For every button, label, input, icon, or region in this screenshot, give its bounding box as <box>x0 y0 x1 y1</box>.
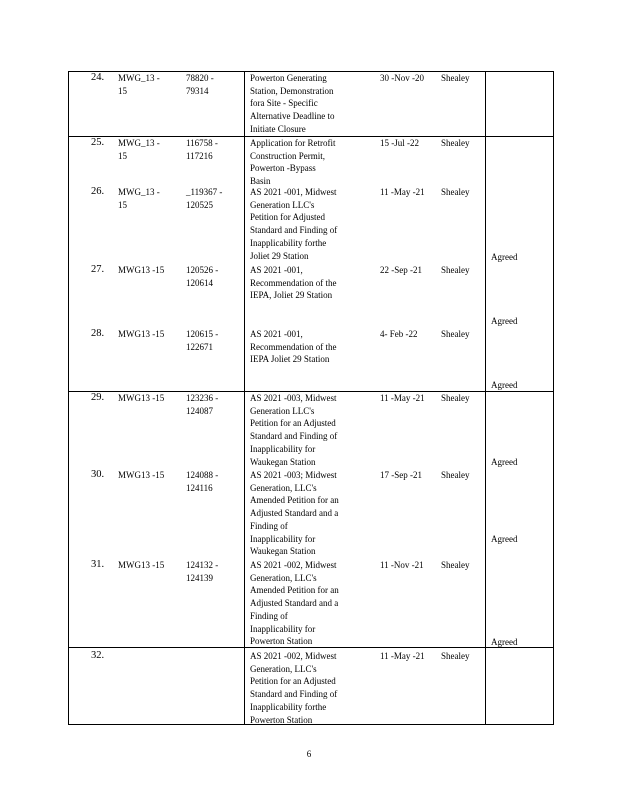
row-number: 24. <box>91 72 105 83</box>
description-line: Standard and Finding of <box>250 431 338 442</box>
description-line: Powerton -Bypass <box>250 163 316 174</box>
document-description <box>250 650 356 726</box>
author: Shealey <box>441 138 470 148</box>
description-line: Basin <box>250 176 271 187</box>
agreed-status: Agreed <box>491 316 518 326</box>
bates-range: 116758 - <box>186 138 218 148</box>
author: Shealey <box>441 560 470 570</box>
document-date: 30 -Nov -20 <box>380 73 424 83</box>
row-number: 27. <box>91 264 105 275</box>
description-line: Powerton Generating <box>250 73 327 83</box>
agreed-status: Agreed <box>491 457 518 467</box>
description-line: Powerton Station <box>250 636 313 647</box>
document-id: 15 <box>118 199 127 210</box>
agreed-status: Agreed <box>491 380 518 390</box>
description-line: Standard and Finding of <box>250 225 338 236</box>
document-description <box>250 559 356 648</box>
description-line: Inapplicability for <box>250 443 316 454</box>
author: Shealey <box>441 187 470 197</box>
description-line: Adjusted Standard and a <box>250 598 339 609</box>
row-number: 29. <box>91 392 105 403</box>
document-date: 17 -Sep -21 <box>380 470 422 480</box>
description-line: Waukegan Station <box>250 456 316 467</box>
document-description <box>250 137 356 188</box>
description-line: Recommendation of the <box>250 277 337 288</box>
document-id: MWG_13 - <box>118 73 160 83</box>
description-line: IEPA, Joliet 29 Station <box>250 290 333 301</box>
document-id: MWG_13 - <box>118 138 160 148</box>
description-line: Amended Petition for an <box>250 495 339 506</box>
bates-range: 120615 - <box>186 329 219 339</box>
author: Shealey <box>441 651 470 661</box>
description-line: AS 2021 -001, Midwest <box>250 187 337 197</box>
document-description <box>250 186 356 262</box>
description-line: Construction Permit, <box>250 150 325 161</box>
description-line: Inapplicability forthe <box>250 701 327 712</box>
document-date: 11 -May -21 <box>380 187 425 197</box>
description-line: AS 2021 -003, Midwest <box>250 393 337 403</box>
document-id: MWG13 -15 <box>118 329 165 339</box>
description-line: Generation, LLC's <box>250 572 317 583</box>
description-line: Inapplicability for <box>250 533 316 544</box>
bates-range: 120614 <box>186 277 213 288</box>
row-number: 28. <box>91 328 105 339</box>
document-date: 11 -May -21 <box>380 651 425 661</box>
column-divider <box>244 71 245 725</box>
page-number: 6 <box>306 749 312 759</box>
bates-range: 124116 <box>186 482 213 493</box>
agreed-status: Agreed <box>491 534 518 544</box>
description-line: Joliet 29 Station <box>250 250 309 261</box>
document-id: 15 <box>118 85 127 96</box>
bates-range: 123236 - <box>186 393 219 403</box>
description-line: Alternative Deadline to <box>250 111 335 122</box>
bates-range: 120525 <box>186 199 213 210</box>
description-line: Generation LLC's <box>250 405 315 416</box>
author: Shealey <box>441 470 470 480</box>
document-id: MWG_13 - <box>118 187 160 197</box>
description-line: Application for Retrofit <box>250 138 336 148</box>
bates-range: 79314 <box>186 85 209 96</box>
description-line: Standard and Finding of <box>250 689 338 700</box>
row-number: 32. <box>91 650 105 661</box>
bates-range: _119367 - <box>186 187 223 197</box>
description-line: Inapplicability forthe <box>250 237 327 248</box>
description-line: AS 2021 -001, <box>250 329 303 339</box>
bates-range: 124139 <box>186 572 213 583</box>
author: Shealey <box>441 329 470 339</box>
document-id: MWG13 -15 <box>118 393 165 403</box>
author: Shealey <box>441 73 470 83</box>
description-line: Petition for an Adjusted <box>250 418 336 429</box>
description-line: Station, Demonstration <box>250 85 334 96</box>
description-line: Powerton Station <box>250 714 313 725</box>
document-description <box>250 469 356 558</box>
document-date: 11 -Nov -21 <box>380 560 424 570</box>
document-id: MWG13 -15 <box>118 470 165 480</box>
description-line: Adjusted Standard and a <box>250 508 339 519</box>
description-line: Waukegan Station <box>250 546 316 557</box>
bates-range: 78820 - <box>186 73 214 83</box>
row-number: 30. <box>91 469 105 480</box>
description-line: AS 2021 -003; Midwest <box>250 470 337 480</box>
bates-range: 124132 - <box>186 560 219 570</box>
description-line: Finding of <box>250 520 288 531</box>
description-line: Generation, LLC's <box>250 482 317 493</box>
description-line: Initiate Closure <box>250 123 306 134</box>
column-divider <box>485 71 486 725</box>
document-date: 11 -May -21 <box>380 393 425 403</box>
description-line: Generation, LLC's <box>250 663 317 674</box>
description-line: Amended Petition for an <box>250 585 339 596</box>
agreed-status: Agreed <box>491 252 518 262</box>
author: Shealey <box>441 393 470 403</box>
row-number: 31. <box>91 559 105 570</box>
document-date: 22 -Sep -21 <box>380 265 422 275</box>
bates-range: 120526 - <box>186 265 219 275</box>
description-line: Finding of <box>250 610 288 621</box>
agreed-status: Agreed <box>491 637 518 647</box>
row-number: 26. <box>91 186 105 197</box>
description-line: Petition for Adjusted <box>250 212 325 223</box>
document-id: MWG13 -15 <box>118 560 165 570</box>
document-id: 15 <box>118 150 127 161</box>
description-line: Inapplicability for <box>250 623 316 634</box>
bates-range: 124088 - <box>186 470 219 480</box>
bates-range: 124087 <box>186 405 213 416</box>
bates-range: 117216 <box>186 150 213 161</box>
description-line: Recommendation of the <box>250 341 337 352</box>
table-left-border <box>68 71 69 725</box>
document-description <box>250 328 356 366</box>
table-right-border <box>553 71 554 725</box>
description-line: Petition for an Adjusted <box>250 676 336 687</box>
description-line: Generation LLC's <box>250 199 315 210</box>
document-date: 15 -Jul -22 <box>380 138 419 148</box>
document-description <box>250 392 356 468</box>
description-line: AS 2021 -002, Midwest <box>250 560 337 570</box>
bates-range: 122671 <box>186 341 213 352</box>
row-number: 25. <box>91 137 105 148</box>
document-description <box>250 264 356 302</box>
author: Shealey <box>441 265 470 275</box>
description-line: fora Site - Specific <box>250 98 318 109</box>
description-line: IEPA Joliet 29 Station <box>250 354 330 365</box>
document-description <box>250 72 356 136</box>
description-line: AS 2021 -001, <box>250 265 303 275</box>
description-line: AS 2021 -002, Midwest <box>250 651 337 661</box>
document-date: 4- Feb -22 <box>380 329 418 339</box>
document-id: MWG13 -15 <box>118 265 165 275</box>
